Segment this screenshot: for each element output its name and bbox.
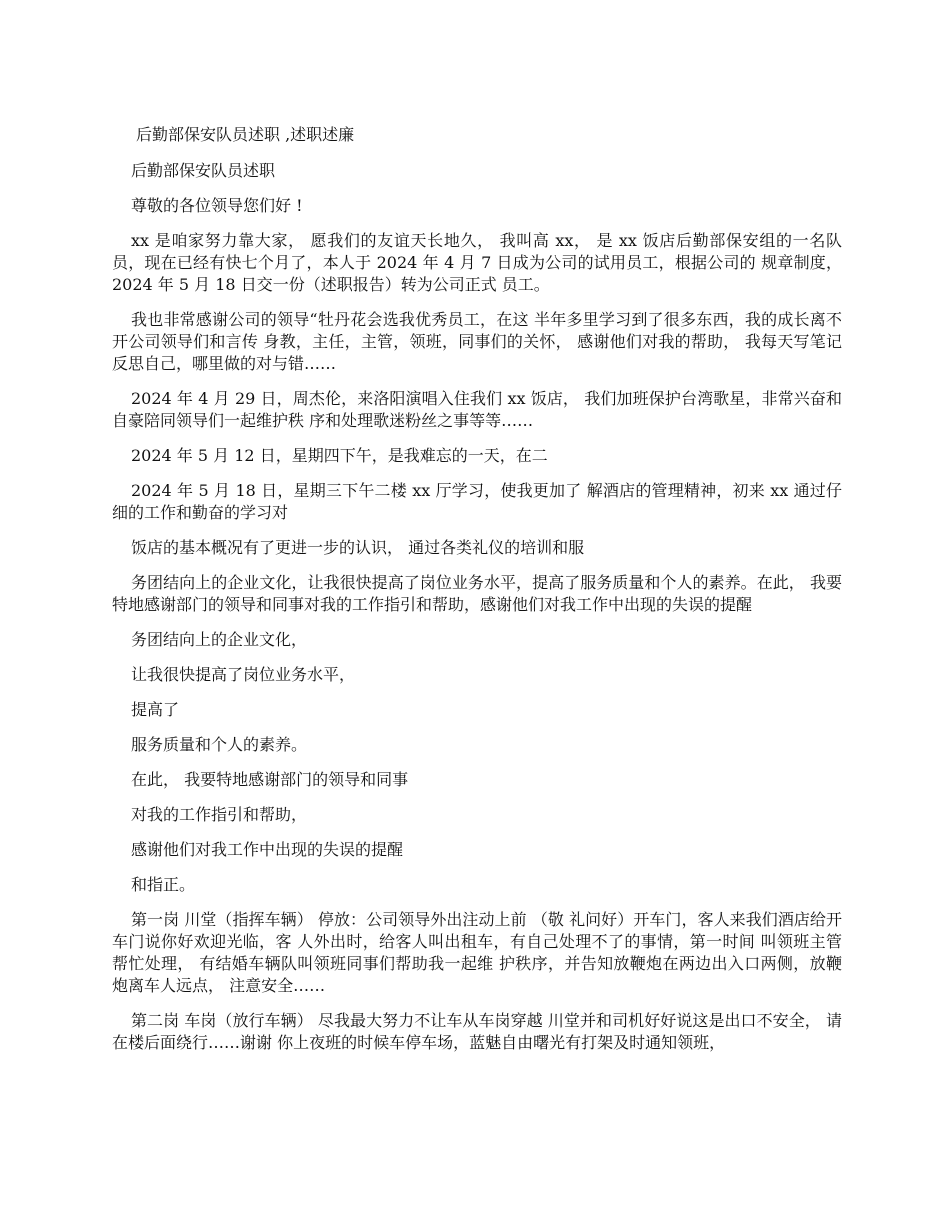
paragraph: 务团结向上的企业文化，让我很快提高了岗位业务水平，提高了服务质量和个人的素养。在此， 我要特地感谢部门的领导和同事对我的工作指引和帮助，感谢他们对我工作中出现的失误的提醒 — [112, 573, 842, 614]
paragraph: 2024 年 5 月 18 日，星期三下午二楼 xx 厅学习，使我更加了 解酒店的管理精神，初来 xx 通过仔细的工作和勤奋的学习对 — [112, 481, 842, 522]
paragraph: 第一岗 川堂（指挥车辆） 停放：公司领导外出注动上前 （敬 礼问好）开车门，客人来我们酒店给开车门说你好欢迎光临，客 人外出时，给客人叫出租车，有自己处理不了的事情，第一时间 叫领班主管帮忙处理， 有结婚车辆队叫领班同事们帮助我一起维 护秩序，并告知放鞭炮在两边出入口两侧，放鞭炮离车人远点， 注意安全…… — [112, 910, 842, 995]
paragraph-greeting: 尊敬的各位领导您们好 ! — [131, 196, 303, 215]
paragraph: 务团结向上的企业文化， — [131, 630, 308, 649]
paragraph-subtitle: 后勤部保安队员述职 — [131, 161, 276, 180]
paragraph: 感谢他们对我工作中出现的失误的提醒 — [131, 840, 404, 859]
paragraph: 2024 年 4 月 29 日，周杰伦，来洛阳演唱入住我们 xx 饭店， 我们加班保护台湾歌星，非常兴奋和自豪陪同领导们一起维护秩 序和处理歌迷粉丝之事等等…… — [112, 389, 842, 430]
paragraph: 提高了 — [131, 700, 180, 719]
document-page — [112, 124, 842, 1067]
paragraph: 让我很快提高了岗位业务水平， — [131, 665, 356, 684]
paragraph: 和指正。 — [131, 875, 196, 894]
paragraph: 对我的工作指引和帮助， — [131, 805, 308, 824]
paragraph: xx 是咱家努力靠大家， 愿我们的友谊天长地久， 我叫高 xx， 是 xx 饭店后勤部保安组的一名队员，现在已经有快七个月了，本人于 2024 年 4 月 7 日成为公司的试用员工，根据公司的 规章制度， 2024 年 5 月 18 日交一份（述职报告）转为公司正式 员工。 — [112, 231, 842, 294]
document-title: 后勤部保安队员述职 ,述职述廉 — [136, 125, 355, 144]
paragraph: 2024 年 5 月 12 日，星期四下午，是我难忘的一天，在二 — [131, 446, 548, 465]
paragraph: 在此， 我要特地感谢部门的领导和同事 — [131, 770, 409, 789]
paragraph: 服务质量和个人的素养。 — [131, 735, 308, 754]
paragraph: 我也非常感谢公司的领导“牡丹花会选我优秀员工，在这 半年多里学习到了很多东西，我的成长离不开公司领导们和言传 身教，主任，主管，领班，同事们的关怀， 感谢他们对我的帮助， 我每天写笔记反思自己，哪里做的对与错…… — [112, 310, 842, 373]
paragraph: 第二岗 车岗（放行车辆） 尽我最大努力不让车从车岗穿越 川堂并和司机好好说这是出口不安全， 请在楼后面绕行……谢谢 你上夜班的时候车停车场，蓝魅自由曙光有打架及时通知领班， — [112, 1011, 842, 1052]
paragraph: 饭店的基本概况有了更进一步的认识， 通过各类礼仪的培训和服 — [131, 538, 585, 557]
